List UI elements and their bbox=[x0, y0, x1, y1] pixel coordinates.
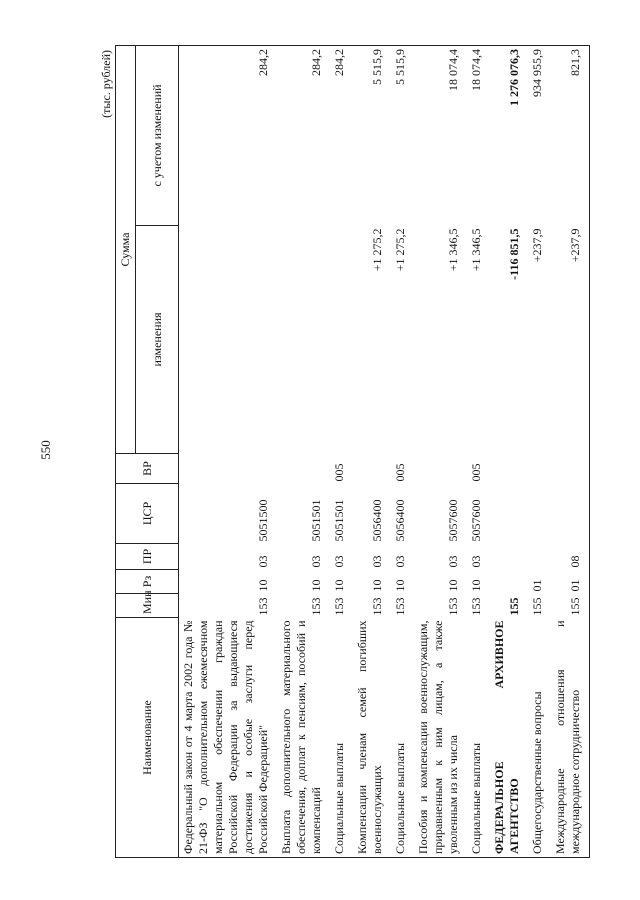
cell-vr bbox=[490, 454, 528, 484]
header-csr: ЦСР bbox=[116, 484, 179, 544]
table-row bbox=[414, 45, 467, 857]
cell-name: Федеральный закон от 4 марта 2002 года № 21-ФЗ "О дополнительном ежемесячном материальном обеспечении граждан Российской Федерации за выдающиеся достижения и особые заслуги перед Российской Федерацией" bbox=[179, 618, 278, 858]
cell-csr: 5056400 bbox=[370, 499, 384, 542]
table-row bbox=[330, 45, 353, 857]
units-note: (тыс. рублей) bbox=[99, 50, 113, 118]
cell-name: Социальные выплаты bbox=[467, 618, 490, 858]
cell-min: 153 bbox=[469, 597, 483, 616]
page-number: 550 bbox=[38, 440, 53, 460]
cell-csr bbox=[528, 484, 551, 544]
cell-rz bbox=[490, 570, 528, 594]
cell-min: 155 bbox=[507, 597, 521, 616]
cell-total: 1 276 076,3 bbox=[490, 45, 528, 225]
cell-change bbox=[330, 226, 353, 454]
cell-min: 153 bbox=[256, 597, 270, 616]
cell-csr: 5057600 bbox=[446, 499, 460, 542]
header-name: Наименование bbox=[116, 618, 179, 858]
table-row bbox=[528, 45, 551, 857]
cell-vr: 005 bbox=[393, 463, 407, 482]
cell-min: 153 bbox=[393, 597, 407, 616]
cell-pr: 03 bbox=[469, 555, 483, 568]
header-pr: ПР bbox=[116, 544, 179, 570]
table-row bbox=[391, 45, 414, 857]
cell-csr: 5051501 bbox=[332, 499, 346, 542]
cell-csr bbox=[490, 484, 528, 544]
table-row bbox=[277, 45, 330, 857]
cell-change bbox=[277, 226, 330, 454]
cell-pr: 03 bbox=[332, 555, 346, 568]
cell-pr: 03 bbox=[309, 555, 323, 568]
cell-pr: 03 bbox=[446, 555, 460, 568]
cell-total: 284,2 bbox=[179, 45, 278, 225]
cell-total: 821,3 bbox=[551, 45, 590, 225]
cell-csr bbox=[551, 484, 590, 544]
cell-rz: 10 bbox=[393, 579, 407, 592]
cell-min: 153 bbox=[370, 597, 384, 616]
table-row bbox=[490, 45, 528, 857]
cell-vr: 005 bbox=[469, 463, 483, 482]
header-change: изменения bbox=[136, 226, 179, 454]
cell-change: +1 346,5 bbox=[469, 228, 483, 272]
cell-name: Социальные выплаты bbox=[391, 618, 414, 858]
cell-vr bbox=[277, 454, 330, 484]
cell-name: Общегосударственные вопросы bbox=[528, 618, 551, 858]
cell-name: Международные отношения и международное сотрудничество bbox=[551, 618, 590, 858]
cell-name: ФЕДЕРАЛЬНОЕ АРХИВНОЕ АГЕНТСТВО bbox=[490, 618, 528, 858]
cell-total: 284,2 bbox=[330, 45, 353, 225]
cell-change bbox=[179, 226, 278, 454]
cell-csr: 5056400 bbox=[393, 499, 407, 542]
cell-vr bbox=[414, 454, 467, 484]
cell-min: 153 bbox=[332, 597, 346, 616]
cell-total: 5 515,9 bbox=[391, 45, 414, 225]
table-row bbox=[551, 45, 590, 857]
table-row bbox=[179, 45, 278, 857]
header-rz: Рз bbox=[116, 570, 179, 594]
cell-rz: 10 bbox=[309, 579, 323, 592]
cell-min: 155 bbox=[530, 597, 544, 616]
cell-vr: 005 bbox=[332, 463, 346, 482]
cell-rz: 10 bbox=[332, 579, 346, 592]
cell-total: 934 955,9 bbox=[528, 45, 551, 225]
budget-table bbox=[115, 45, 590, 858]
cell-pr: 03 bbox=[393, 555, 407, 568]
cell-rz: 01 bbox=[530, 579, 544, 592]
cell-name: Пособия и компенсации военнослужащим, приравненным к ним лицам, а также уволенным из их числа bbox=[414, 618, 467, 858]
cell-min: 153 bbox=[309, 597, 323, 616]
cell-vr bbox=[528, 454, 551, 484]
cell-total: 284,2 bbox=[277, 45, 330, 225]
cell-change: +1 275,2 bbox=[393, 228, 407, 272]
cell-vr bbox=[179, 454, 278, 484]
cell-csr: 5051500 bbox=[256, 499, 270, 542]
cell-min: 155 bbox=[551, 594, 590, 618]
cell-total: 5 515,9 bbox=[353, 45, 391, 225]
cell-change: +1 346,5 bbox=[446, 228, 460, 272]
cell-pr: 03 bbox=[370, 555, 384, 568]
table-row bbox=[467, 45, 490, 857]
rotated-page-content bbox=[97, 46, 597, 858]
cell-total: 18 074,4 bbox=[414, 45, 467, 225]
cell-pr: 08 bbox=[551, 544, 590, 570]
table-row bbox=[353, 45, 391, 857]
cell-name: Выплата дополнительного материального обеспечения, доплат к пенсиям, пособий и компенсаций bbox=[277, 618, 330, 858]
cell-total: 18 074,4 bbox=[467, 45, 490, 225]
cell-name: Социальные выплаты bbox=[330, 618, 353, 858]
cell-change: +1 275,2 bbox=[370, 228, 384, 272]
cell-rz: 10 bbox=[370, 579, 384, 592]
cell-csr: 5051501 bbox=[309, 499, 323, 542]
cell-rz: 10 bbox=[469, 579, 483, 592]
cell-rz: 10 bbox=[446, 579, 460, 592]
cell-vr bbox=[353, 454, 391, 484]
cell-vr bbox=[551, 454, 590, 484]
cell-change: -116 851,5 bbox=[507, 228, 521, 280]
table-header bbox=[116, 45, 179, 857]
cell-change: +237,9 bbox=[551, 226, 590, 454]
cell-rz: 10 bbox=[256, 579, 270, 592]
cell-pr bbox=[528, 544, 551, 570]
header-min: Мин bbox=[116, 594, 179, 618]
cell-min: 153 bbox=[446, 597, 460, 616]
cell-name: Компенсации членам семей погибших военнослужащих bbox=[353, 618, 391, 858]
cell-rz: 01 bbox=[551, 570, 590, 594]
table-body bbox=[179, 45, 590, 857]
header-sum: Сумма bbox=[116, 45, 136, 453]
cell-csr: 5057600 bbox=[469, 499, 483, 542]
cell-change: +237,9 bbox=[530, 228, 544, 263]
header-vr: ВР bbox=[116, 454, 179, 484]
cell-pr: 03 bbox=[256, 555, 270, 568]
cell-pr bbox=[490, 544, 528, 570]
header-with-changes: с учетом изменений bbox=[136, 45, 179, 225]
